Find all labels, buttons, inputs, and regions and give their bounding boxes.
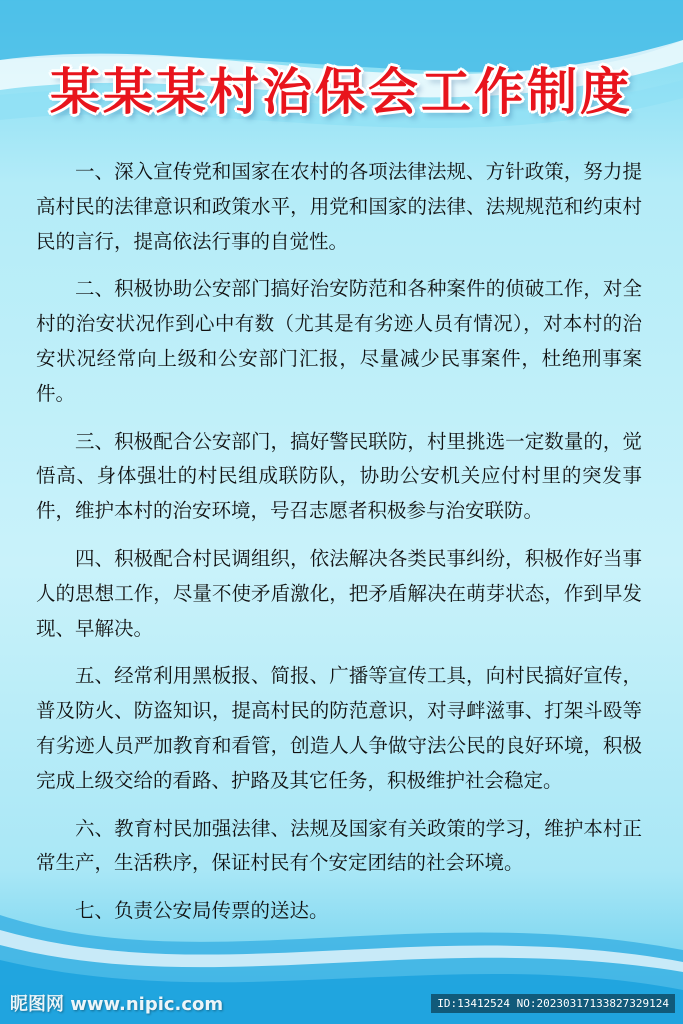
paragraph-7: 七、负责公安局传票的送达。 [75, 899, 329, 923]
watermark-logo: 昵图网 www.nipic.com [10, 994, 224, 1015]
paragraph-2: 二、积极协助公安部门搞好治安防范和各种案件的侦破工作，对全村的治安状况作到心中有数（尤其是有劣迹人员有情况），对本村的治安状况经常向上级和公安部门汇报，尽量减少民事案件，杜绝刑事案件。 [36, 277, 642, 405]
paragraph-3: 三、积极配合公安部门，搞好警民联防，村里挑选一定数量的，觉悟高、身体强壮的村民组成联防队，协助公安机关应付村里的突发事件，维护本村的治安环境，号召志愿者积极参与治安联防。 [36, 429, 642, 523]
paragraph-5: 五、经常利用黑板报、简报、广播等宣传工具，向村民搞好宣传，普及防火、防盗知识，提高村民的防范意识，对寻衅滋事、打架斗殴等有劣迹人员严加教育和看管，创造人人争做守法公民的良好环境，积极完成上级交给的看路、护路及其它任务，积极维护社会稳定。 [36, 664, 642, 792]
paragraph-6: 六、教育村民加强法律、法规及国家有关政策的学习，维护本村正常生产，生活秩序，保证村民有个安定团结的社会环境。 [36, 816, 642, 875]
page-title: 某某某村治保会工作制度 [50, 63, 633, 121]
regulation-body [36, 155, 642, 942]
watermark-id: ID:13412524 NO:20230317133827329124 [431, 994, 675, 1013]
paragraph-1: 一、深入宣传党和国家在农村的各项法律法规、方针政策，努力提高村民的法律意识和政策水平，用党和国家的法律、法规规范和约束村民的言行，提高依法行事的自觉性。 [36, 160, 642, 253]
paragraph-4: 四、积极配合村民调组织，依法解决各类民事纠纷，积极作好当事人的思想工作，尽量不使矛盾激化，把矛盾解决在萌芽状态，作到早发现、早解决。 [36, 546, 642, 640]
